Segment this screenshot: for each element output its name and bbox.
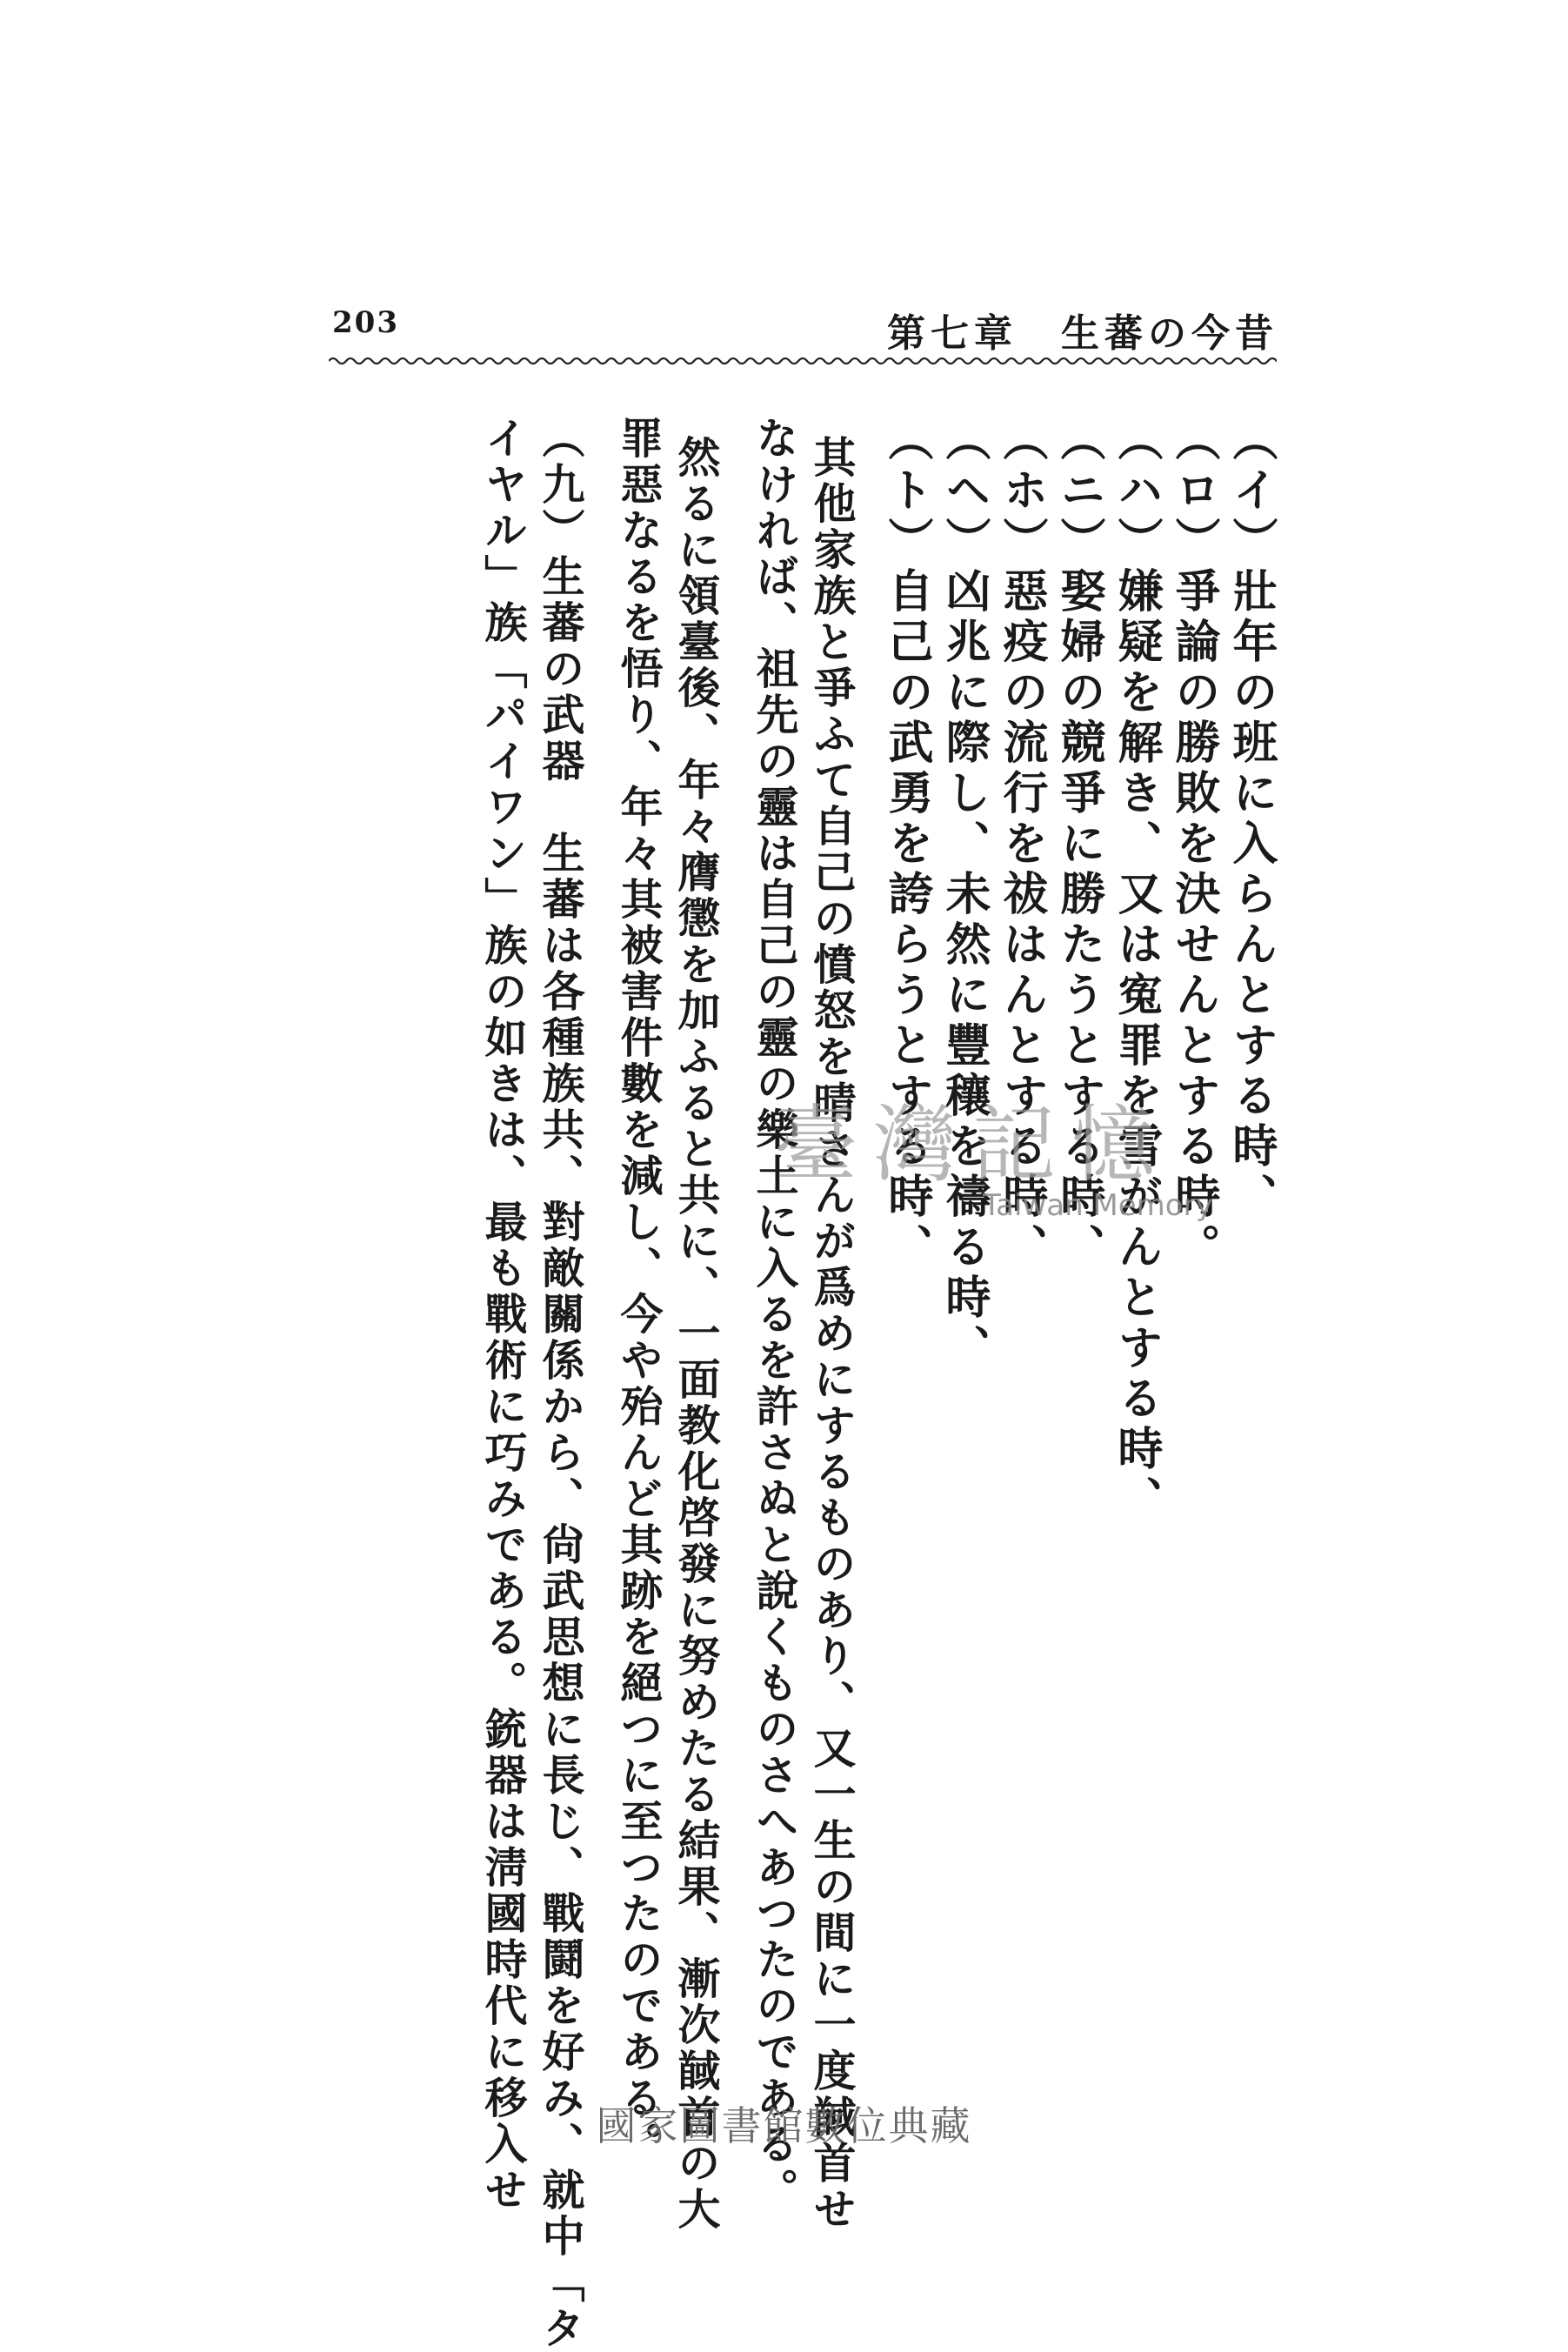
taiwan-memory-watermark: [774, 1079, 1244, 1253]
list-item-ho: （ホ）惡疫の流行を祓はんとする時、: [995, 416, 1048, 1273]
paragraph-line: イヤル」族「パイワン」族の如きは、最も戰術に巧みである。銃器は淸國時代に移入せ: [478, 416, 529, 2214]
list-item-ro: （ロ）爭論の勝敗を決せんとする時。: [1167, 416, 1220, 1273]
running-title: 第七章 生蕃の今昔: [887, 311, 1278, 356]
paragraph-line: 然るに領臺後、年々膺懲を加ふると共に、一面教化啓發に努めたる結果、漸次馘首の大: [671, 435, 722, 2233]
running-header: [322, 300, 1278, 356]
paragraph-line: 其他家族と爭ふて自己の憤怒を晴さんが爲めにするものあり、又一生の間に一度馘首せ: [807, 435, 857, 2233]
watermark-chinese-text: 臺灣記憶: [774, 1096, 1171, 1193]
watermark-english-text: Taiwan Memory: [983, 1188, 1213, 1223]
list-item-ha: （ハ）嫌疑を解き、又は寃罪を雪がんとする時、: [1110, 416, 1163, 1526]
list-item-i: （イ）壯年の班に入らんとする時、: [1224, 416, 1278, 1223]
list-item-he: （ヘ）凶兆に際し、未然に豐穰を禱る時、: [937, 416, 991, 1374]
list-item-to: （ト）自己の武勇を誇らうとする時、: [880, 416, 933, 1273]
list-item-ni: （ニ）娶婦の競爭に勝たうとする時、: [1052, 416, 1105, 1273]
paragraph-line: 罪惡なるを悟り、年々其被害件數を減し、今や殆んど其跡を絕つに至つたのである。: [614, 416, 664, 2168]
page-number: 203: [332, 305, 399, 340]
paragraph-line: なければ、祖先の靈は自己の靈の樂土に入るを許さぬと說くものさへあつたのである。: [750, 416, 800, 2214]
wavy-divider-rule: [329, 355, 1277, 367]
section-nine-heading-line: （九）生蕃の武器 生蕃は各種族共、對敵關係から、尙武思想に長じ、戰鬪を好み、就中「タ: [536, 416, 586, 2352]
footer-library-credit: 國家圖書館數位典藏: [596, 2102, 972, 2149]
